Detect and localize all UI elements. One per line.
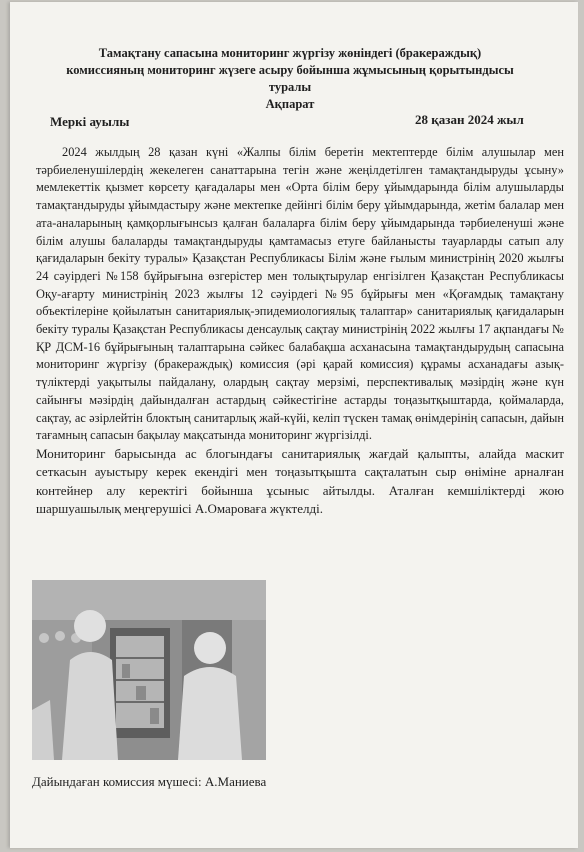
- prepared-by-line: Дайындаған комиссия мүшесі: А.Маниева: [32, 774, 267, 789]
- title-line-3: туралы: [268, 80, 312, 94]
- title-line-4: Ақпарат: [265, 97, 315, 111]
- title-line-1: Тамақтану сапасына мониторинг жүргізу жөніндегі (бракераждық): [98, 46, 482, 60]
- body-paragraph-2: Мониторинг барысында ас блогындағы санитариялық жағдай қалыпты, алайда маскит сеткасын ауыстыру керек екендігі мен тоңазытқышта сақталатын сыр өніміне арналған контейнер алу керектігі бойынша ұсыныс айтылды. Аталған кемшіліктерді жою шаршуашылық меңгерушісі А.Омароваға жүктелді.: [36, 445, 564, 517]
- title-line-2: комиссияның мониторинг жүзеге асыру бойынша жұмысының қорытындысы: [66, 63, 514, 77]
- kitchen-inspection-image: [32, 580, 266, 760]
- body-paragraph-1: 2024 жылдың 28 қазан күні «Жалпы білім беретін мектептерде білім алушылар мен тәрбиеленушілердің жекелеген санаттарына тегін және жеңілдетілген тамақтандыруды ұсыну» мемлекеттік қызмет көрсету қағадалары мен «Орта білім беру ұйымдарында білім алушыларды тамақтандыруды ұйымдастыру және мектепке дейінгі білім беру ұйымдарында, жетім балалар мен ата-аналарының қамқорлығынсыз қалған балаларға білім беру ұйымдарында тәрбиеленуші және білім алушы балаларды тамақтандыруды қамтамасыз етуге байланысты тауарларды сатып алу қағидаларын бекіту туралы» Қазақстан Республикасы Білім және ғылым министрінің 2020 жылғы 24 сәуірдегі №158 бұйрығына өзгерістер мен толықтырулар енгізілген Қазақстан Республикасы Оқу-ағарту министрінің 2023 жылғы 12 сәуірдегі №95 бұйрығы мен «Қоғамдық тамақтану объектілеріне қойылатын санитариялық-эпидемиологиялық талаптар» санитариялық қағидаларын бекіту туралы Қазақстан Республикасы денсаулық сақтау министрінің 2022 жылғы 17 ақпандағы № ҚР ДСМ-16 бұйрығының талаптарына сәйкес балабақша асханасына тамақтандырудың сапасына мониторинг жүргізу (бракераждық) комиссия (әрі қарай комиссия) құрамы асханадағы азық-түліктерді уақытылы пайдалану, олардың сақтау мерзімі, перспективалық мәзірдің және күн сайынғы мәзірдің дайындалған астардың сәйкестігіне астарды тоңазытқыштарда, қоймаларда, сақтау, ас әзірлейтін блоктың санитарлық жай-күйі, келіп түскен тамақ өнімдерінің сапасын, дайын тағамның сапасын бақылау мақсатында мониторинг жүргізілді.: [36, 145, 564, 443]
- place-label: Меркі ауылы: [50, 114, 130, 129]
- document-body: [36, 144, 564, 519]
- document-page: [10, 2, 578, 848]
- kitchen-inspection-photo: [32, 580, 266, 760]
- date-label: 28 қазан 2024 жыл: [415, 112, 524, 127]
- document-title: [40, 45, 540, 113]
